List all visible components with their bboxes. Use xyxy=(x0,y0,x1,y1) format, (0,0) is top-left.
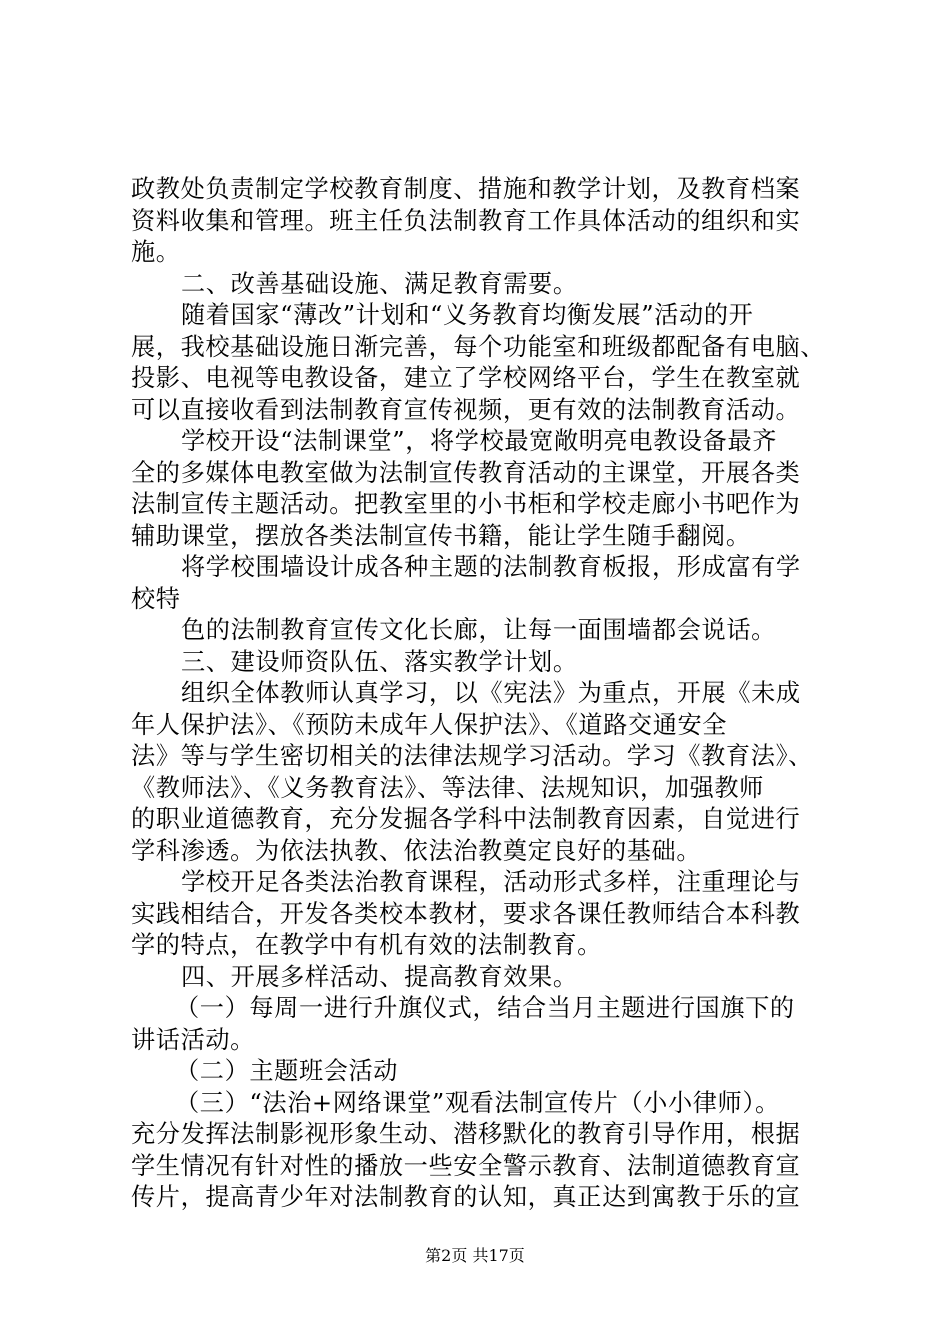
body-line: 色的法制教育宣传文化长廊，让每一面围墙都会说话。 xyxy=(181,616,776,644)
section-heading-4: 四、开展多样活动、提高教育效果。 xyxy=(181,962,578,991)
document-body xyxy=(131,174,831,1214)
body-line: 传片，提高青少年对法制教育的认知，真正达到寓教于乐的宣 xyxy=(131,1183,801,1211)
section-heading-2: 二、改善基础设施、满足教育需要。 xyxy=(181,269,578,298)
body-line: 政教处负责制定学校教育制度、措施和教学计划，及教育档案 xyxy=(131,175,801,203)
section-heading-3: 三、建设师资队伍、落实教学计划。 xyxy=(181,647,578,676)
body-line: 法》等与学生密切相关的法律法规学习活动。学习《教育法》、 xyxy=(131,742,813,770)
list-item: （一）每周一进行升旗仪式，结合当月主题进行国旗下的 xyxy=(175,994,795,1022)
body-line: 《教师法》、《义务教育法》、等法律、法规知识，加强教师 xyxy=(131,773,764,802)
body-line: 充分发挥法制影视形象生动、潜移默化的教育引导作用，根据 xyxy=(131,1120,801,1148)
body-line: 学生情况有针对性的播放一些安全警示教育、法制道德教育宣 xyxy=(131,1151,801,1180)
body-line: 随着国家“薄改”计划和“义务教育均衡发展”活动的开 xyxy=(181,301,754,329)
body-line: 可以直接收看到法制教育宣传视频，更有效的法制教育活动。 xyxy=(131,395,801,424)
body-line: 实践相结合，开发各类校本教材，要求各课任教师结合本科教 xyxy=(131,899,801,928)
body-line: 学的特点，在教学中有机有效的法制教育。 xyxy=(131,931,602,959)
body-line: 学校开足各类法治教育课程，活动形式多样，注重理论与 xyxy=(181,868,801,896)
body-line: 将学校围墙设计成各种主题的法制教育板报，形成富有学 xyxy=(181,553,801,581)
body-line: 展，我校基础设施日渐完善，每个功能室和班级都配备有电脑、 xyxy=(131,332,826,361)
body-line: 校特 xyxy=(131,584,181,613)
body-line: 投影、电视等电教设备，建立了学校网络平台，学生在教室就 xyxy=(131,364,801,392)
body-line: 组织全体教师认真学习，以《宪法》为重点，开展《未成 xyxy=(181,679,801,707)
body-line: 辅助课堂，摆放各类法制宣传书籍，能让学生随手翻阅。 xyxy=(131,521,751,550)
body-line: 讲话活动。 xyxy=(131,1025,255,1054)
body-line: 资料收集和管理。班主任负法制教育工作具体活动的组织和实 xyxy=(131,206,801,235)
list-item: （二）主题班会活动 xyxy=(175,1057,399,1085)
list-item: （三）“法治+网络课堂”观看法制宣传片（小小律师）。 xyxy=(175,1088,780,1117)
body-line: 学科渗透。为依法执教、依法治教奠定良好的基础。 xyxy=(131,836,702,865)
body-line: 年人保护法》、《预防未成年人保护法》、《道路交通安全 xyxy=(131,710,728,739)
body-line: 法制宣传主题活动。把教室里的小书柜和学校走廊小书吧作为 xyxy=(131,490,801,518)
body-line: 的职业道德教育，充分发掘各学科中法制教育因素，自觉进行 xyxy=(131,805,801,833)
page-number-footer: 第2页 共17页 xyxy=(425,1246,525,1265)
body-line: 全的多媒体电教室做为法制宣传教育活动的主课堂，开展各类 xyxy=(131,458,801,487)
body-line: 学校开设“法制课堂”，将学校最宽敞明亮电教设备最齐 xyxy=(181,427,778,455)
body-line: 施。 xyxy=(131,238,181,266)
